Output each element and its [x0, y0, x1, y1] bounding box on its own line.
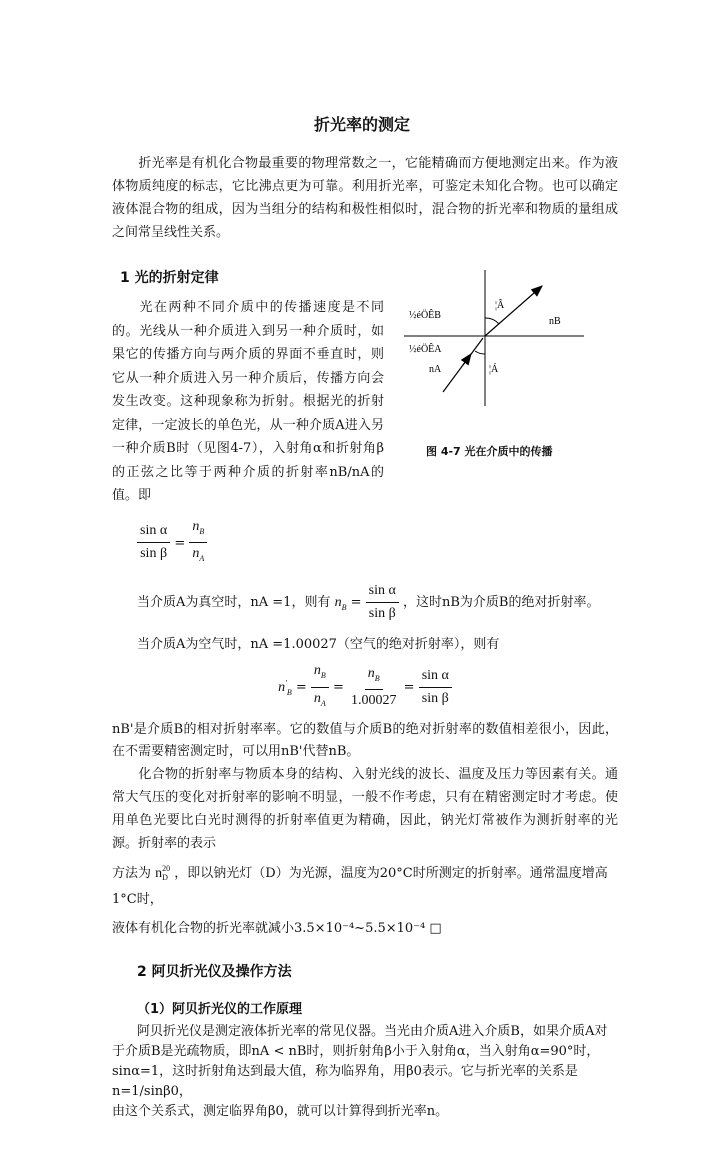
- temperature-line: 液体有机化合物的折光率就减小3.5×10⁻⁴~5.5×10⁻⁴ □: [112, 920, 442, 936]
- notation-line: [112, 861, 618, 913]
- n-symbol: n: [155, 865, 163, 881]
- subscript: B: [286, 687, 292, 697]
- document-page: [112, 0, 618, 1162]
- n-symbol: n: [192, 546, 200, 562]
- subsection-heading: （1）阿贝折光仪的工作原理: [137, 1001, 303, 1017]
- intro-paragraph: [112, 152, 618, 244]
- formula-numerator: sin α: [137, 522, 170, 543]
- equals-sign: =: [174, 535, 186, 551]
- vacuum-text-end: ，这时nB为介质B的绝对折射率。: [403, 595, 600, 611]
- angle-beta-label: ¦Â: [495, 300, 505, 311]
- air-line: 当介质A为空气时，nA =1.00027（空气的绝对折射率），则有: [137, 637, 500, 653]
- page-title: 折光率的测定: [313, 115, 410, 134]
- factors-text: 化合物的折射率与物质本身的结构、入射光线的波长、温度及压力等因素有关。通常大气压的变化对折射率的影响不明显，一般不作考虑，只有在精密测定时才考虑。使用单色光要比白光时测得的折射率值更为精确，因此，钠光灯常被作为测折射率的光源。折射率的表示: [112, 766, 618, 851]
- n-symbol: n: [313, 690, 321, 706]
- prime: ': [285, 678, 287, 688]
- subscript: B: [341, 602, 347, 612]
- nb-label: nB: [549, 316, 561, 327]
- angle-alpha-arc: [475, 351, 485, 354]
- subscript: B: [199, 526, 205, 536]
- equals-sign: =: [403, 679, 415, 695]
- refracted-ray: [485, 286, 542, 336]
- vacuum-text: 当介质A为真空时，nA =1，则有: [137, 595, 331, 611]
- incident-arrow-icon: [463, 354, 471, 365]
- factors-paragraph: [112, 763, 618, 855]
- n-symbol: n: [313, 663, 321, 679]
- n-symbol: n: [192, 518, 200, 534]
- refraction-diagram: [399, 268, 599, 418]
- snell-formula: [112, 518, 384, 569]
- figure-column: [404, 268, 618, 460]
- formula-numerator: sin α: [419, 667, 452, 688]
- subscript: B: [320, 670, 326, 680]
- relative-index-formula: [112, 662, 618, 713]
- air-index-value: 1.00027: [351, 693, 397, 709]
- intro-text: 折光率是有机化合物最重要的物理常数之一，它能精确而方便地测定出来。作为液体物质纯度的标志，它比沸点更为可靠。利用折光率，可鉴定未知化合物。也可以确定液体混合物的组成，因为当组分的结构和极性相似时，混合物的折光率和物质的量组成之间常呈线性关系。: [112, 156, 618, 240]
- superscript: 20: [162, 864, 171, 874]
- angle-beta-arc: [485, 318, 499, 324]
- formula-denominator: sin β: [140, 546, 168, 562]
- formula-denominator: sin β: [421, 690, 449, 706]
- refraction-paragraph: [112, 296, 384, 508]
- paragraph-line: 由这个关系式，测定临界角β0，就可以计算得到折光率n。: [112, 1103, 449, 1119]
- n-symbol: n: [367, 665, 375, 681]
- refraction-text: 光在两种不同介质中的传播速度是不同的。光线从一种介质进入到另一种介质时，如果它的传播方向与两介质的界面不垂直时，则它从一种介质进入另一种介质后，传播方向会发生改变。这种现象称为折射。根据光的折射定律，一定波长的单色光，从一种介质A进入另一种介质B时（见图4-7），入射角α和折射角β的正弦之比等于两种介质的折射率nB/nA的值。即: [112, 300, 384, 503]
- medium-b-label: ½éÖÊB: [409, 310, 441, 321]
- figure-caption: 图 4-7 光在介质中的传播: [426, 445, 553, 458]
- equals-sign: =: [295, 679, 307, 695]
- nd20-symbol: [155, 861, 170, 887]
- paragraph-line: sinα=1，这时折射角达到最大值，称为临界角，用β0表示。它与折光率的关系是n=1/sinβ0，: [112, 1063, 578, 1099]
- angle-alpha-label: ¦Á: [489, 364, 499, 375]
- section-2-heading: 2 阿贝折光仪及操作方法: [137, 963, 292, 980]
- section-1-text-column: [112, 268, 384, 568]
- medium-a-label: ½éÖÊA: [409, 344, 442, 355]
- vacuum-line: [112, 582, 618, 623]
- subscript: D: [162, 873, 168, 883]
- formula-numerator: sin α: [366, 582, 399, 603]
- equals-sign: =: [350, 595, 362, 611]
- n-symbol: n: [334, 595, 342, 611]
- relative-index-paragraph: nB'是介质B的相对折射率率。它的数值与介质B的绝对折射率的数值相差很小，因此，在不需要精密测定时，可以用nB'代替nB。: [112, 721, 618, 759]
- n-symbol: n: [278, 679, 286, 695]
- formula-denominator: sin β: [368, 606, 396, 622]
- paragraph-line: 于介质B是光疏物质，即nA < nB时，则折射角β小于入射角α，当入射角α=90°时，: [112, 1043, 600, 1059]
- subscript: A: [199, 554, 205, 564]
- subscript: A: [320, 698, 326, 708]
- equals-sign: =: [332, 679, 344, 695]
- subscript: B: [374, 673, 380, 683]
- notation-text: 方法为: [112, 865, 152, 881]
- paragraph-line: 阿贝折光仪是测定液体折光率的常见仪器。当光由介质A进入介质B，如果介质A对: [137, 1023, 608, 1039]
- abbe-principle-paragraph: [112, 1022, 618, 1122]
- na-label: nA: [429, 364, 442, 375]
- notation-text-end: ，即以钠光灯（D）为光源，温度为20°C时所测定的折射率。通常温度增高1°C时，: [112, 865, 608, 907]
- section-1-row: [112, 268, 618, 568]
- section-1-heading: 1 光的折射定律: [120, 270, 219, 286]
